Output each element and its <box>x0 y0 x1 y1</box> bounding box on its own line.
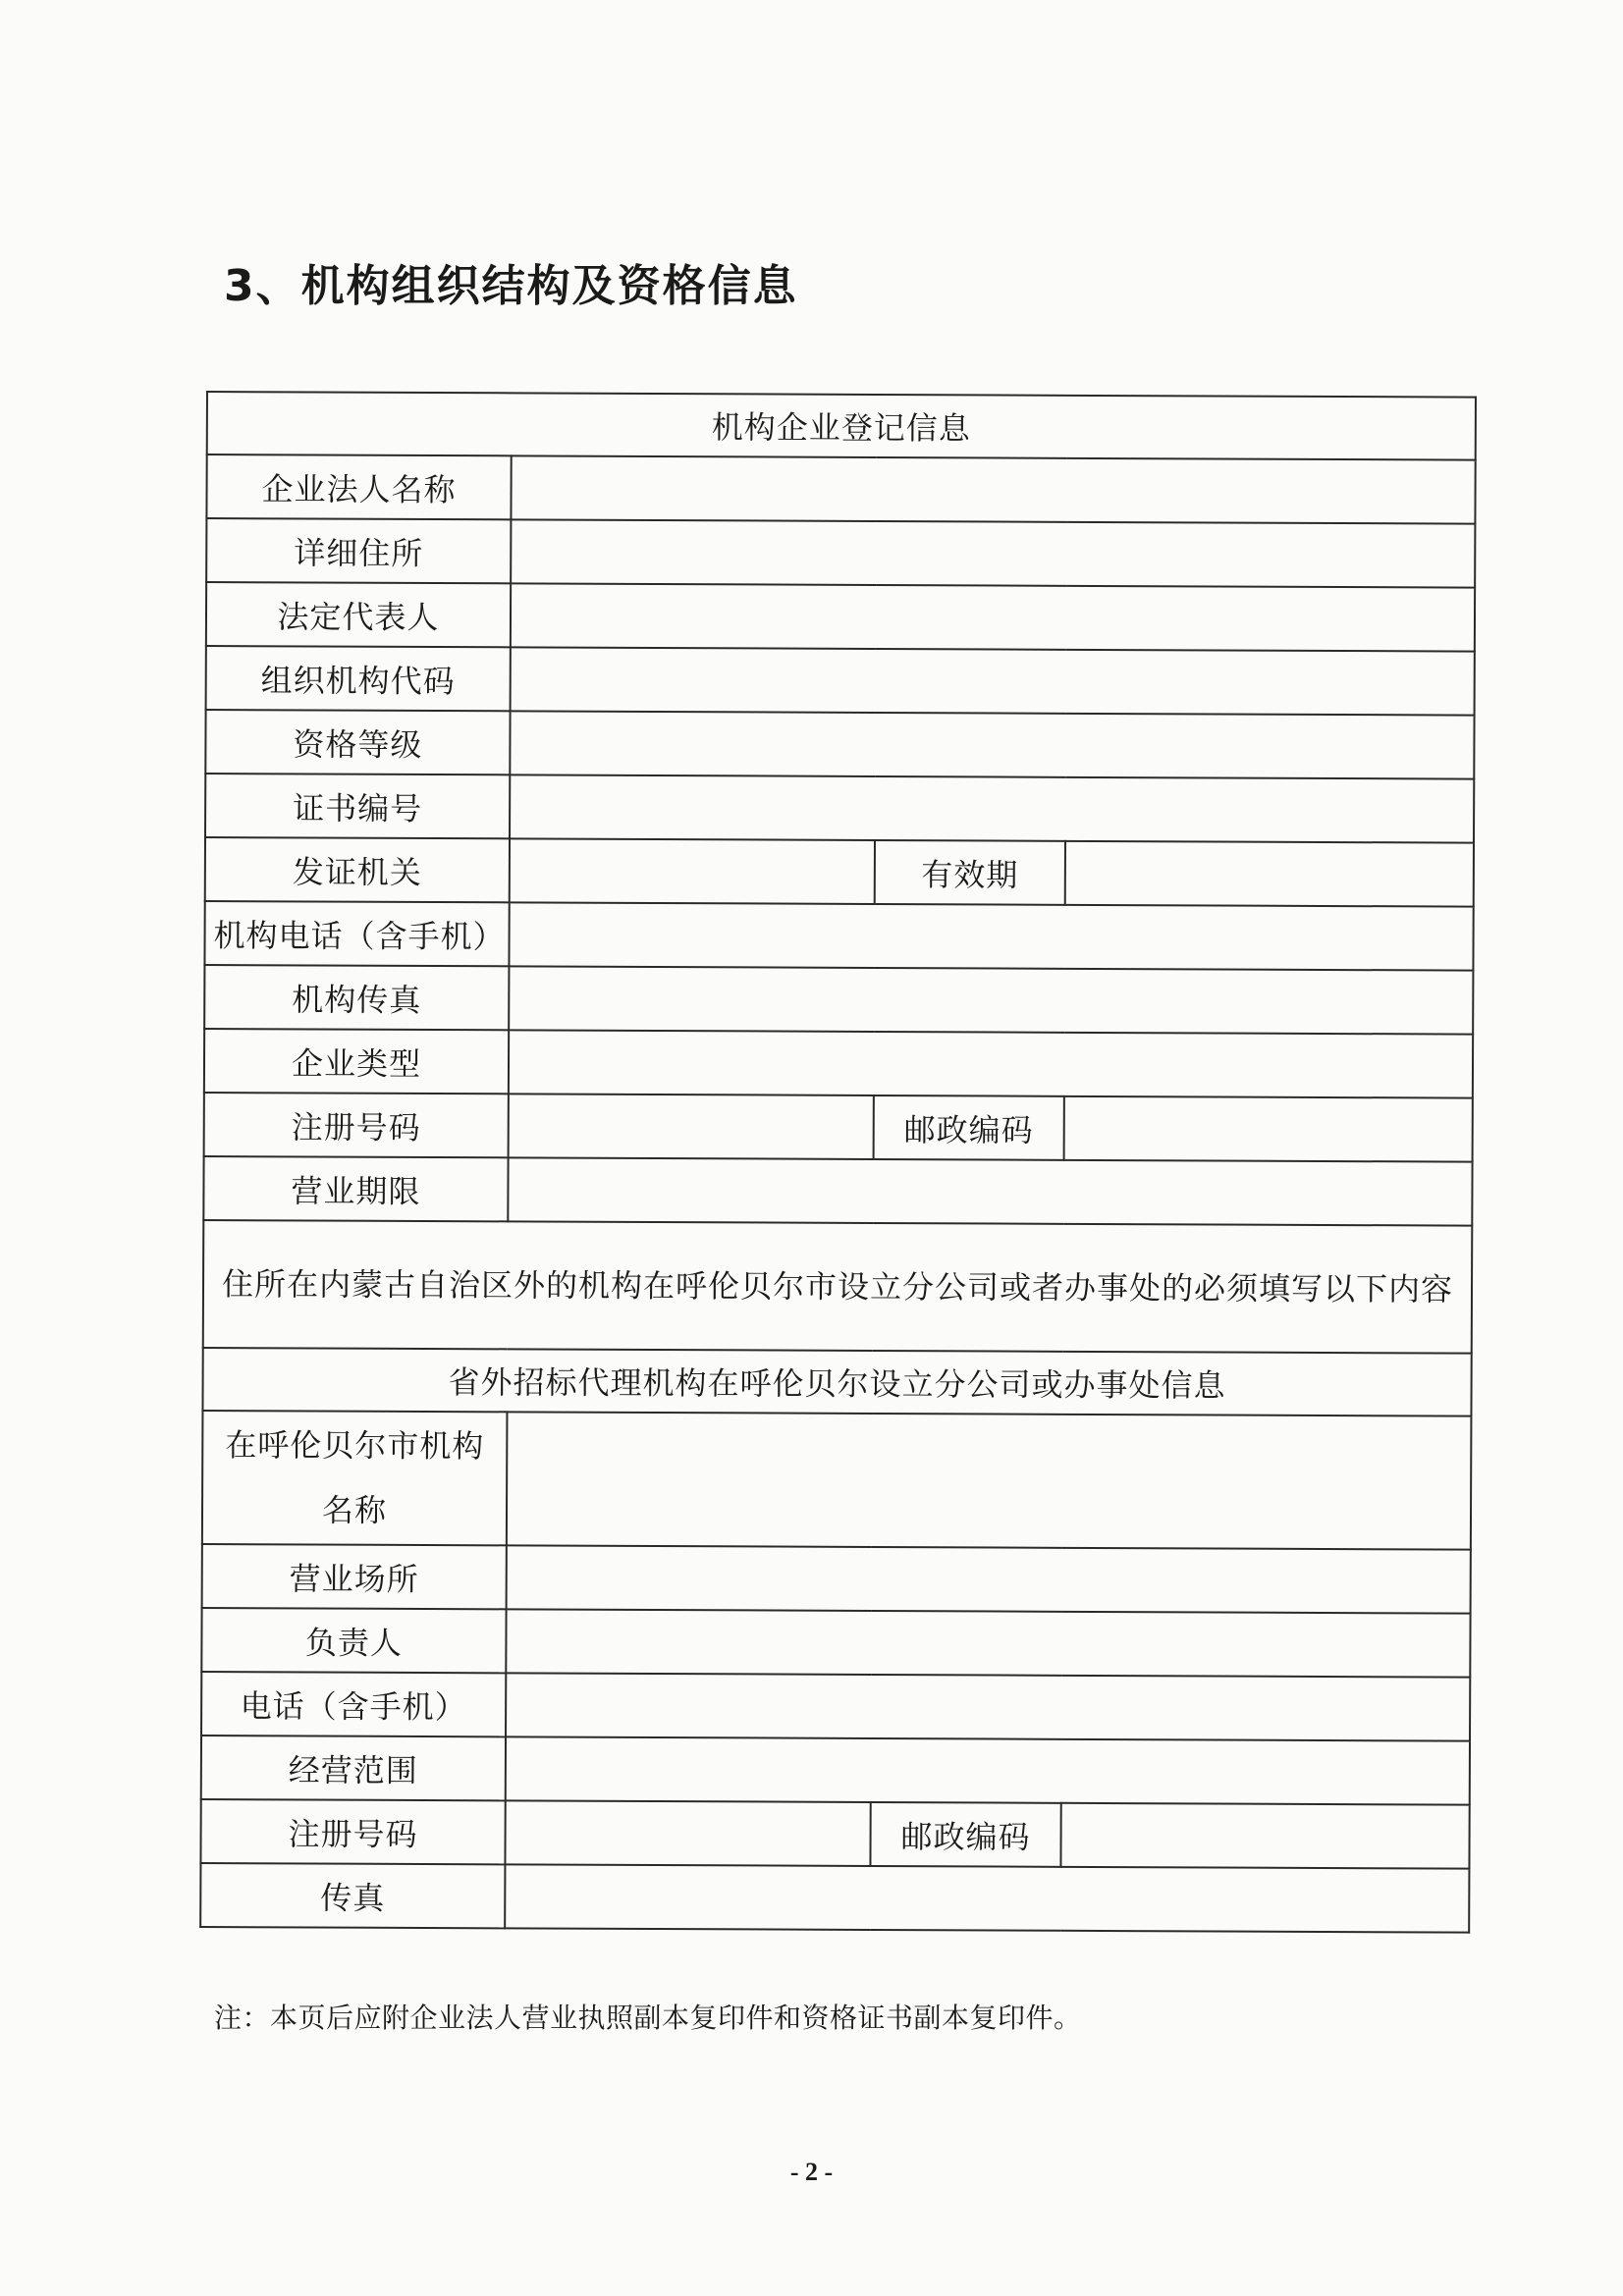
org-code-field[interactable] <box>511 647 1475 715</box>
business-scope-field[interactable] <box>506 1736 1470 1804</box>
qualification-level-field[interactable] <box>510 711 1474 778</box>
legal-name-field[interactable] <box>511 455 1475 523</box>
manager-field[interactable] <box>506 1609 1470 1677</box>
fax-label: 机构传真 <box>204 965 509 1030</box>
branch-fax-field[interactable] <box>505 1864 1469 1932</box>
address-field[interactable] <box>511 519 1475 587</box>
branch-fax-row <box>200 1863 1469 1933</box>
postal-code-field[interactable] <box>1064 1096 1473 1162</box>
branch-registration-no-row <box>200 1799 1469 1869</box>
registration-no-label: 注册号码 <box>204 1093 509 1157</box>
qualification-level-label: 资格等级 <box>205 710 510 774</box>
business-term-label: 营业期限 <box>203 1156 508 1221</box>
org-code-row <box>206 646 1475 716</box>
business-term-row <box>203 1156 1472 1226</box>
attachment-footnote: 注：本页后应附企业法人营业执照副本复印件和资格证书副本复印件。 <box>214 2002 1082 2034</box>
out-of-region-notice: 住所在内蒙古自治区外的机构在呼伦贝尔市设立分公司或者办事处的必须填写以下内容 <box>203 1220 1473 1354</box>
premises-row <box>202 1544 1471 1614</box>
fax-field[interactable] <box>509 966 1473 1034</box>
business-term-field[interactable] <box>508 1157 1472 1225</box>
phone-row <box>204 901 1473 971</box>
certificate-no-field[interactable] <box>510 774 1474 842</box>
branch-postal-code-label: 邮政编码 <box>870 1802 1060 1867</box>
branch-header-row <box>202 1348 1471 1416</box>
branch-postal-code-field[interactable] <box>1060 1803 1469 1869</box>
validity-field[interactable] <box>1065 841 1474 907</box>
fax-row <box>204 965 1473 1035</box>
certificate-no-label: 证书编号 <box>205 774 510 838</box>
section-title: 3、机构组织结构及资格信息 <box>224 261 798 311</box>
validity-label: 有效期 <box>875 840 1065 905</box>
legal-name-row <box>206 454 1475 524</box>
premises-field[interactable] <box>507 1545 1471 1613</box>
premises-label: 营业场所 <box>202 1544 507 1609</box>
branch-phone-field[interactable] <box>506 1673 1470 1740</box>
legal-rep-field[interactable] <box>511 583 1475 651</box>
branch-registration-no-field[interactable] <box>505 1800 870 1866</box>
legal-rep-label: 法定代表人 <box>206 582 511 647</box>
registration-title: 机构企业登记信息 <box>207 392 1476 460</box>
page-number: - 2 - <box>789 2158 834 2186</box>
manager-row <box>201 1608 1470 1678</box>
legal-rep-row <box>206 582 1475 652</box>
branch-phone-row <box>201 1672 1470 1741</box>
branch-registration-no-label: 注册号码 <box>200 1799 505 1864</box>
postal-code-label: 邮政编码 <box>874 1095 1064 1160</box>
registration-form-table <box>199 391 1477 1934</box>
enterprise-type-row <box>204 1029 1473 1098</box>
business-scope-label: 经营范围 <box>201 1735 506 1800</box>
qualification-level-row <box>205 710 1474 779</box>
org-code-label: 组织机构代码 <box>206 646 511 711</box>
issuer-label: 发证机关 <box>205 837 510 902</box>
branch-fax-label: 传真 <box>200 1863 505 1928</box>
address-label: 详细住所 <box>206 518 511 583</box>
legal-name-label: 企业法人名称 <box>206 454 511 519</box>
notice-row <box>203 1220 1473 1354</box>
enterprise-type-field[interactable] <box>509 1030 1473 1097</box>
enterprise-type-label: 企业类型 <box>204 1029 509 1094</box>
address-row <box>206 518 1475 588</box>
registration-no-row <box>204 1093 1473 1162</box>
issuer-row <box>205 837 1474 907</box>
phone-field[interactable] <box>509 902 1473 970</box>
branch-name-label: 在呼伦贝尔市机构名称 <box>202 1411 508 1545</box>
branch-name-field[interactable] <box>507 1412 1472 1549</box>
phone-label: 机构电话（含手机） <box>204 901 509 966</box>
manager-label: 负责人 <box>201 1608 506 1673</box>
branch-title: 省外招标代理机构在呼伦贝尔设立分公司或办事处信息 <box>202 1348 1471 1416</box>
branch-name-row <box>202 1411 1472 1550</box>
certificate-no-row <box>205 774 1474 843</box>
issuer-field[interactable] <box>510 838 875 904</box>
branch-phone-label: 电话（含手机） <box>201 1672 506 1736</box>
registration-no-field[interactable] <box>509 1094 874 1159</box>
registration-header-row <box>207 392 1476 460</box>
business-scope-row <box>201 1735 1470 1805</box>
